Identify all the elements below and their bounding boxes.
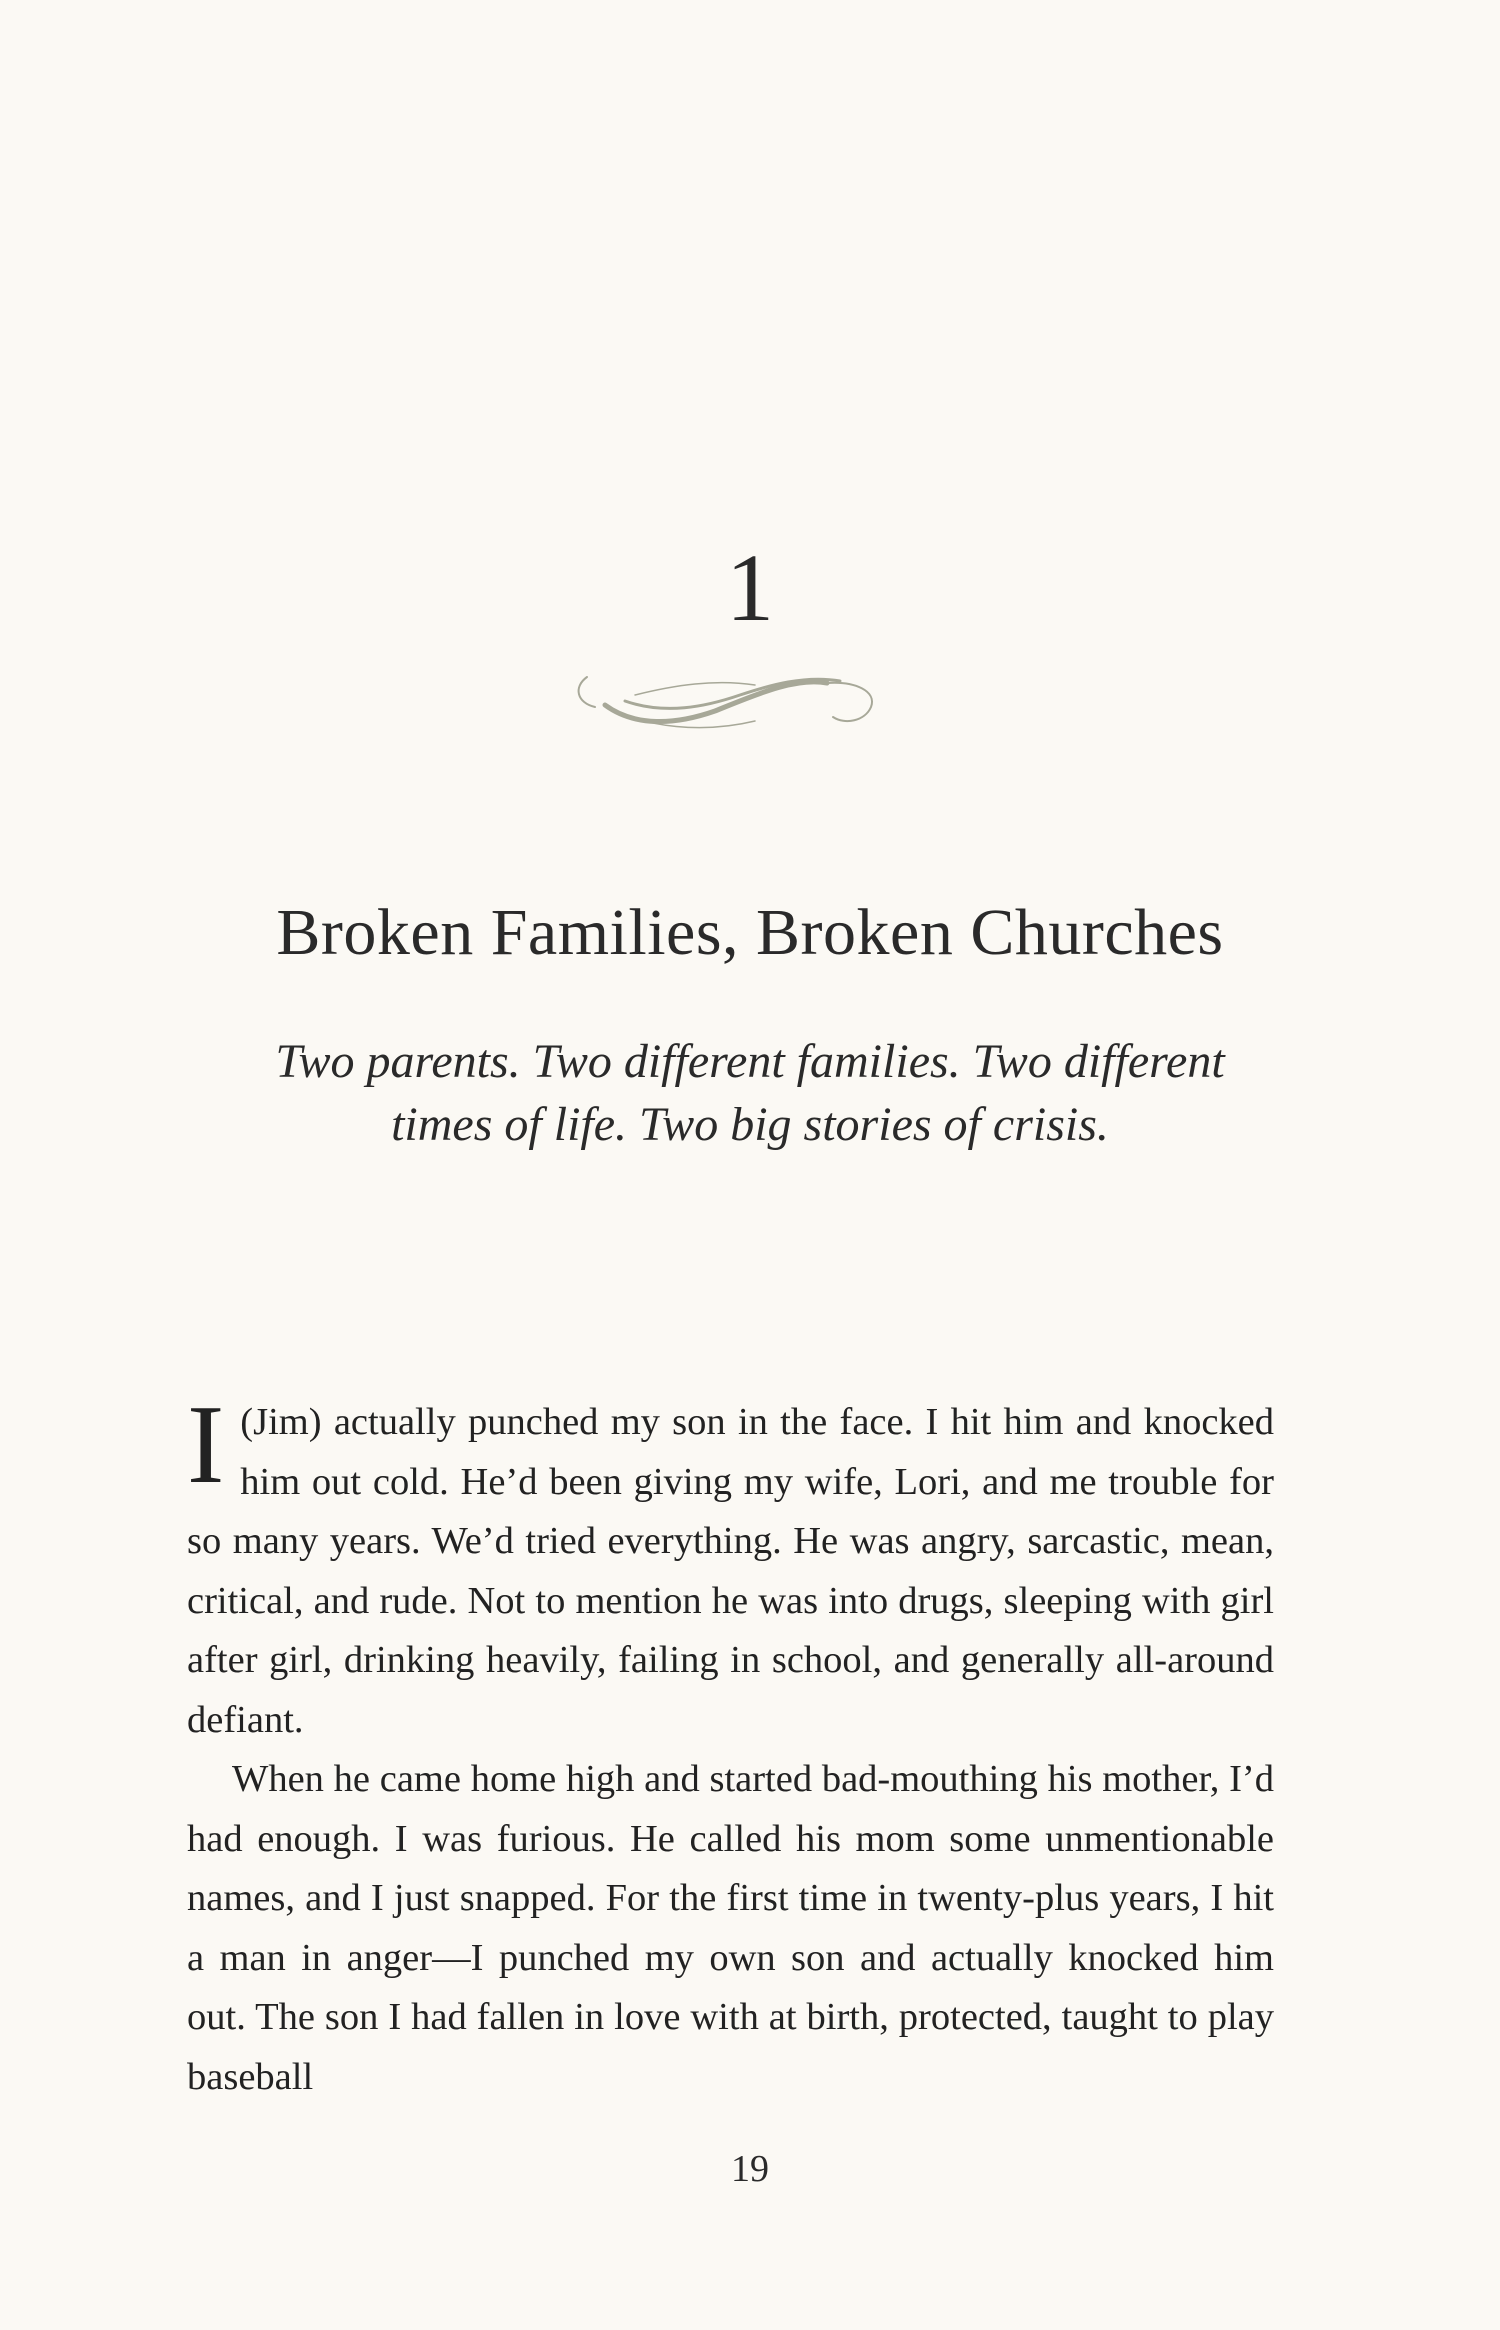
drop-cap: I <box>187 1383 225 1507</box>
paragraph-text: (Jim) actually punched my son in the face. I hit him and knocked him out cold. He’d been giving my wife, Lori, and me trouble for so many years. We’d tried everything. He was angry, sarcastic, mean, critical, and rude. Not to mention he was into drugs, sleeping with girl after girl, drinking heavily, failing in school, and generally all-around defiant. <box>187 1401 1274 1741</box>
chapter-number: 1 <box>726 534 774 641</box>
paragraph: When he came home high and started bad-mouthing his mother, I’d had enough. I was furious. He called his mom some unmentionable names, and I just snapped. For the first time in twenty-plus years, I hit a man in anger—I punched my own son and actually knocked him out. The son I had fallen in love with at birth, protected, taught to play baseball <box>187 1758 1274 2098</box>
chapter-title: Broken Families, Broken Churches <box>276 896 1224 969</box>
body-text <box>187 1383 1274 2107</box>
page-number: 19 <box>731 2148 769 2190</box>
paragraph <box>187 1383 1274 1750</box>
chapter-epigraph: Two parents. Two different families. Two different times of life. Two big stories of crisis. <box>275 1035 1225 1151</box>
flourish-ornament-icon <box>565 655 895 745</box>
